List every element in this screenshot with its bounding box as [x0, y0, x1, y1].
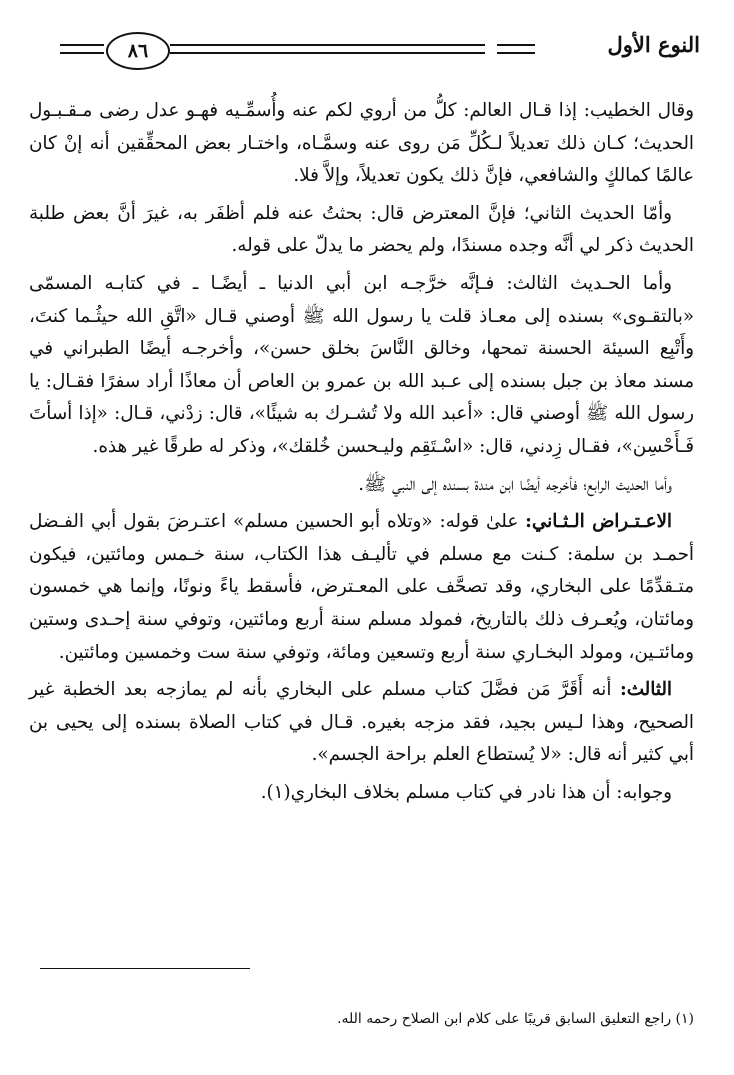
paragraph [29, 95, 694, 193]
paragraph-text: وأما الحديث الرابع؛ فأخرجه أيضًا ابن مندة بسنده إلى النبي ﷺ. [358, 473, 672, 495]
section-lead: الاعـتـراض الـثـاني: [525, 511, 673, 533]
paragraph-text: وأما الحـديث الثالث: فـإنَّه خرَّجـه ابن أبي الدنيا ـ أيضًـا ـ في كتابـه المسمّى «بالتقـوى» بسنده إلى معـاذ قلت يا رسول الله ﷺ أوصني قـال «اتَّقِ الله حيثُـما كنتَ، وأَتْبِع السيئة الحسنة تمحها، وخالق النَّاسَ بخلق حسن»، وأخرجـه أيضًا الطبراني في مسند معاذ بن جبل بسنده إلى عـبد الله بن عمرو بن العاص أن معاذًا أراد سفرًا فقـال: يا رسول الله ﷺ أوصني قال: «أعبد الله ولا تُشـرك به شيئًا»، قال: زدْني، قـال: «إذا أسأتَ فَـأَحْسِن»، فقـال زِدني، قال: «اسْـتَقِم وليـحسن خُلقك»، وذكر له طرقًا غير هذه. [29, 272, 694, 457]
paragraph [29, 469, 694, 502]
footnote-separator [40, 968, 250, 969]
paragraph-text: وأمّا الحديث الثاني؛ فإنَّ المعترض قال: بحثتُ عنه فلم أظفَر به، غيرَ أنَّ بعض طلبة الحديث ذكر لي أنَّه وجده مسندًا، ولم يحضر ما يدلّ على قوله. [29, 202, 694, 257]
paragraph [29, 777, 694, 810]
paragraph-text: أنه أَقَرَّ مَن فضَّلَ كتاب مسلم على البخاري بأنه لم يمازجه بعد الخطبة غير الصحيح، وهذا لـيس بجيد، فقد مزجه بغيره. قـال في كتاب الصلاة بسنده إلى يحيى بن أبي كثير أنه قال: «لا يُستطاع العلم براحة الجسم». [29, 679, 694, 766]
page-header [40, 30, 700, 74]
page-number: ٨٦ [106, 32, 170, 70]
main-text [29, 95, 694, 809]
paragraph [29, 674, 694, 772]
paragraph [29, 506, 694, 669]
header-ornament-rule [60, 44, 104, 54]
header-double-rule [170, 44, 485, 54]
paragraph-text: وجوابه: أن هذا نادر في كتاب مسلم بخلاف البخاري(١). [260, 781, 672, 803]
paragraph [29, 198, 694, 263]
footnote: (١) راجع التعليق السابق قريبًا على كلام ابن الصلاح رحمه الله. [337, 1011, 694, 1027]
paragraph-text: وقال الخطيب: إذا قـال العالم: كلُّ من أروي لكم عنه وأُسمِّـيه فهـو عدل رضى مـقـبـول الحديث؛ كـان ذلك تعديلاً لـكُلِّ مَن روى عنه وسمَّـاه، واختـار بعض المحقِّقين أنه إنْ كان عالمًا كمالكٍ والشافعي، فإنَّ ذلك يكون تعديلاً، وإلاَّ فلا. [29, 100, 694, 187]
paragraph-text: علىٰ قوله: «وتلاه أبو الحسين مسلم» اعتـرضَ بقول أبي الفـضل أحمـد بن سلمة: كـنت مع مسلم في تأليـف هذا الكتاب، سنة خـمس ومائتين، فيكون متـقدِّمًا على البخاري، وقد تصحَّف على المعـترض، فأسقط ياءً ونونًا، وإنما هي خمسون ومائتان، ويُعـرف ذلك بالتاريخ، فمولد مسلم سنة أربع ومائتين، وتوفي سنة إحـدى وستين ومائتـين، ومولد البخـاري سنة أربع وتسعين ومائة، وتوفي سنة ست وخمسين ومائتين. [29, 511, 694, 663]
chapter-title: النوع الأول [607, 32, 700, 57]
section-lead: الثالث: [619, 679, 672, 701]
header-ornament-rule [497, 44, 535, 54]
paragraph [29, 268, 694, 464]
